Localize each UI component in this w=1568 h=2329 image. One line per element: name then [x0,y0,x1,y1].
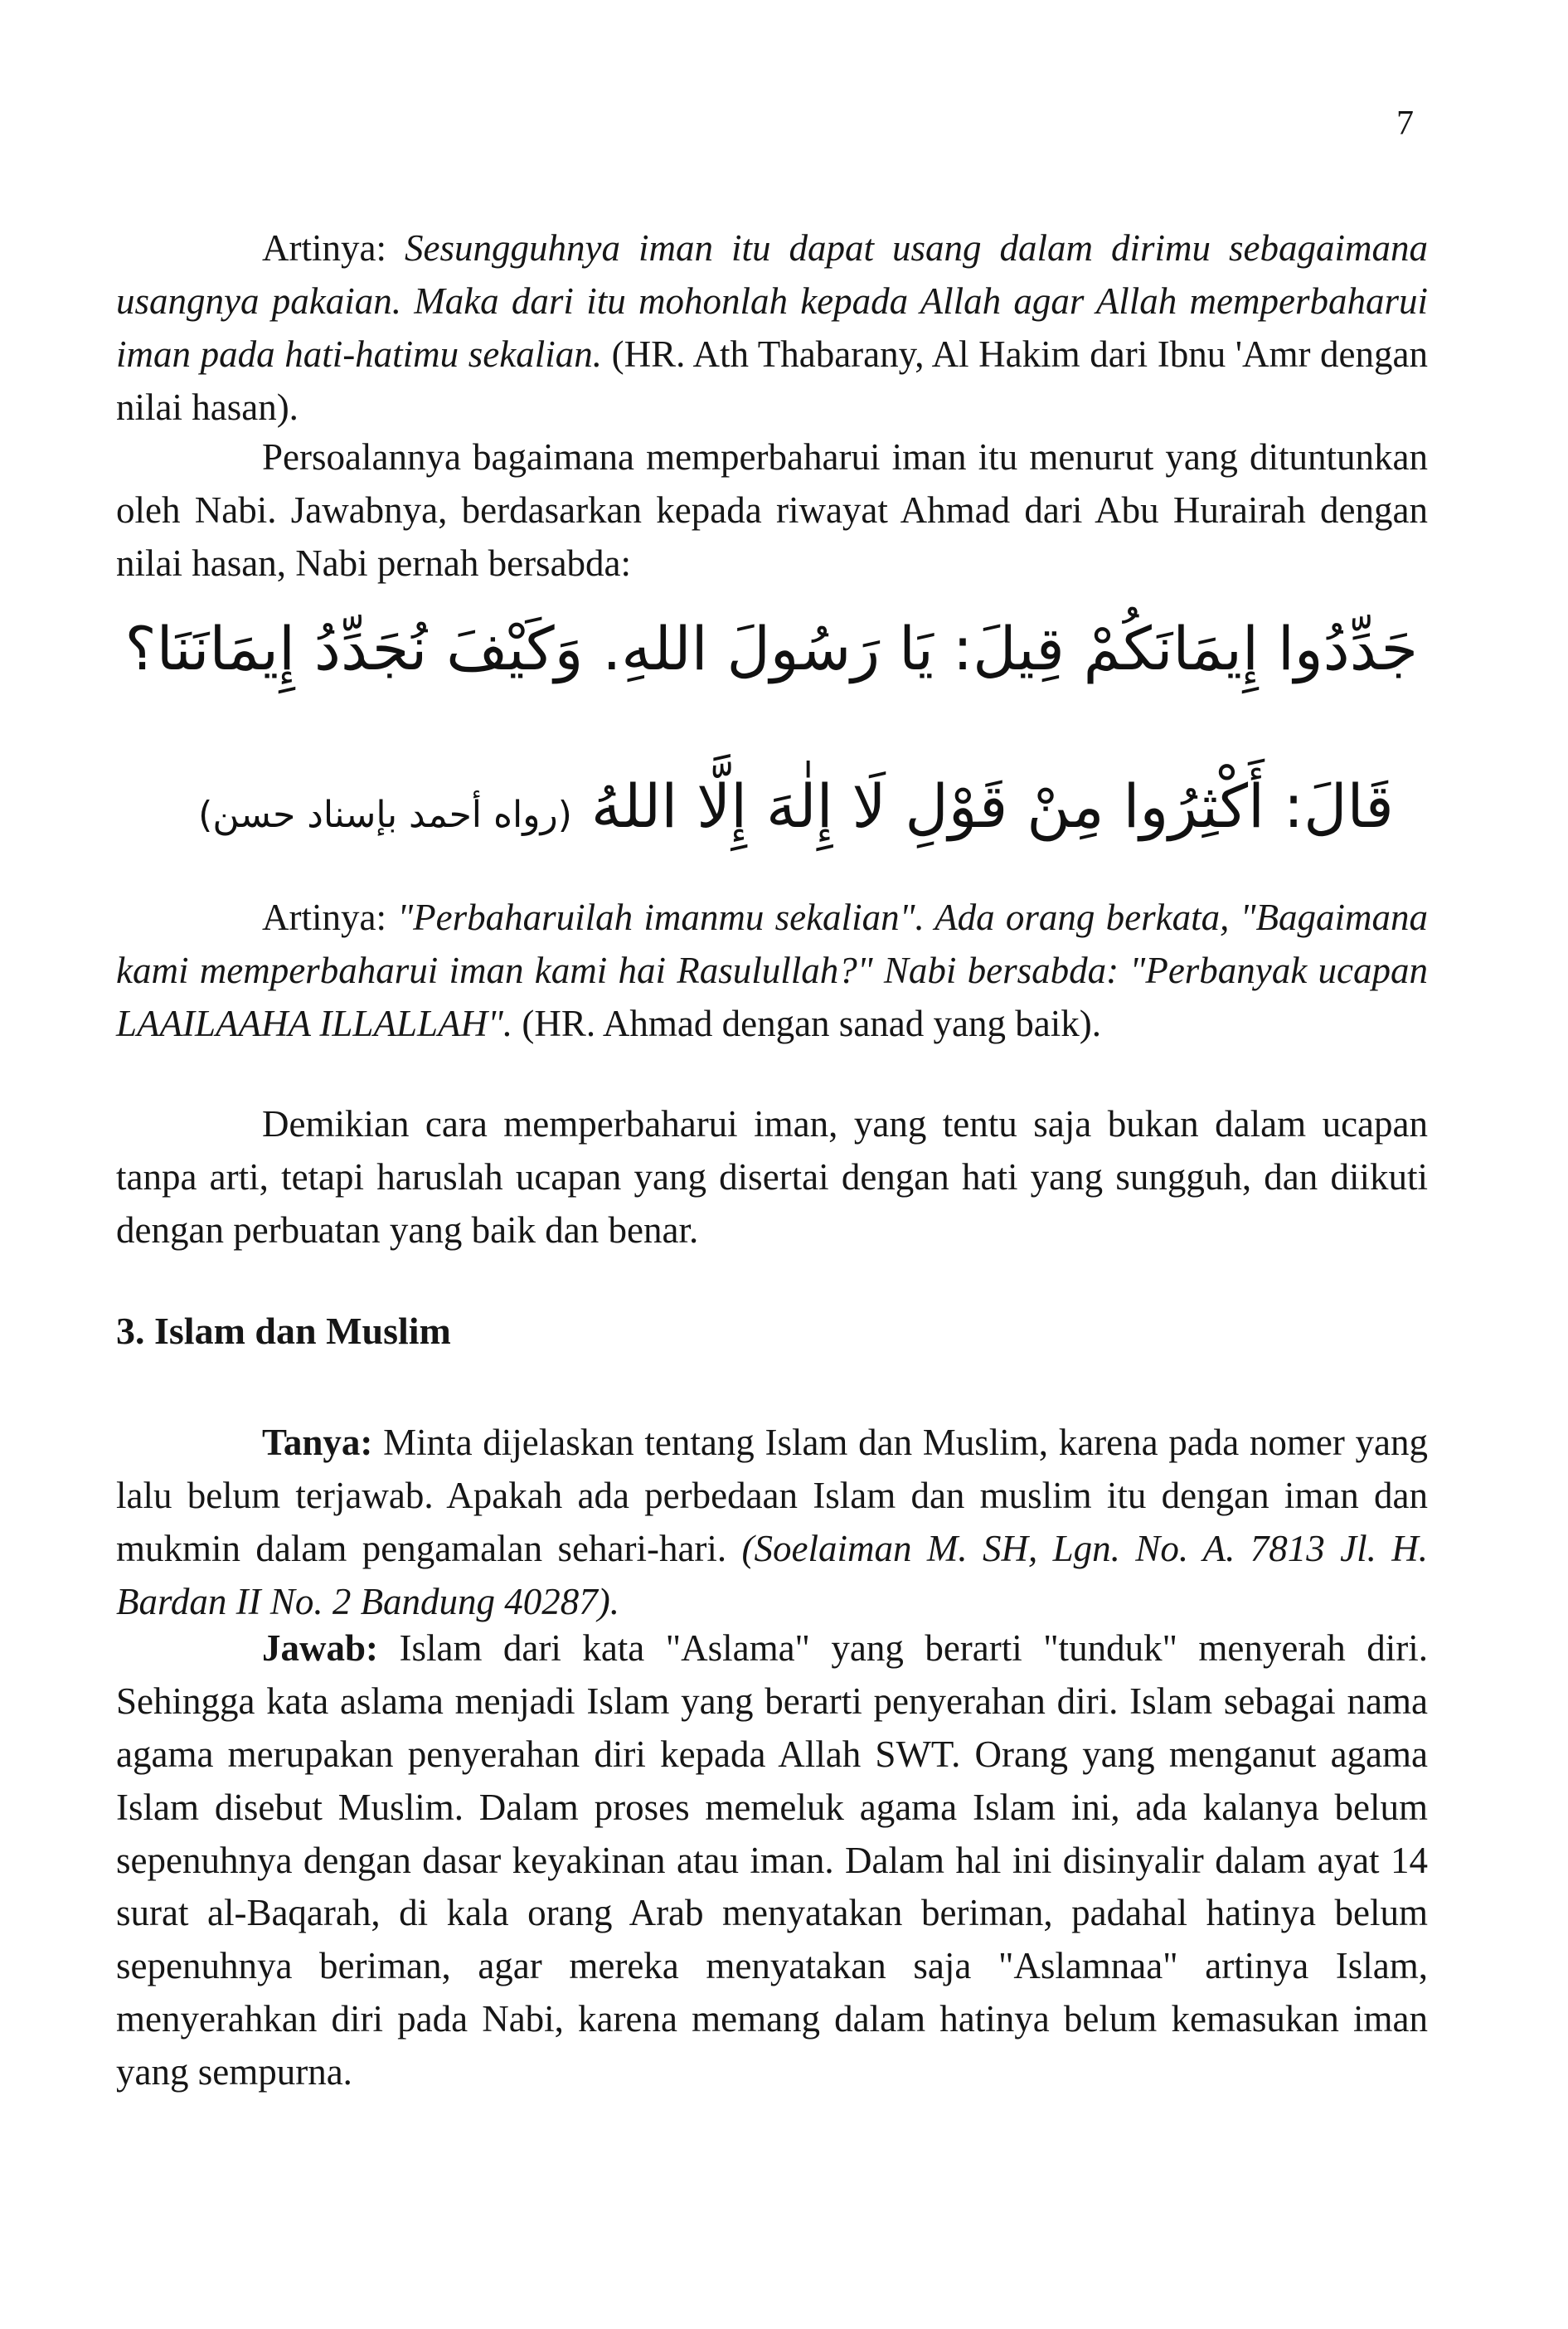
paragraph-conclusion [116,1098,1428,1257]
arabic-hadith-line-2 [182,771,1410,841]
arabic-hadith-text: قَالَ: أَكْثِرُوا مِنْ قَوْلِ لَا إِلٰهَ إِلَّا اللهُ [590,771,1394,841]
hadith-source: (HR. Ath Thabarany, Al Hakim dari Ibnu 'Amr dengan nilai hasan). [116,333,1428,428]
artinya-label: Artinya: [262,897,398,938]
arabic-hadith-source: (رواه أحمد بإسناد حسن) [198,794,572,836]
tanya-text: Minta dijelaskan tentang Islam dan Muslim, karena pada nomer yang lalu belum terjawab. Apakah ada perbedaan Islam dan muslim itu dengan iman dan mukmin dalam pengamalan sehari-hari. [116,1422,1428,1569]
paragraph-question [116,431,1428,591]
arabic-hadith-line-1: جَدِّدُوا إِيمَانَكُمْ قِيلَ: يَا رَسُولَ اللهِ. وَكَيْفَ نُجَدِّدُ إِيمَانَنَا؟ [124,614,1418,683]
hadith-source: (HR. Ahmad dengan sanad yang baik). [512,1002,1101,1044]
paragraph-hadith-translation-1 [116,222,1428,435]
jawab-label: Jawab: [262,1627,379,1669]
artinya-label: Artinya: [262,227,405,269]
paragraph-text: Demikian cara memperbaharui iman, yang tentu saja bukan dalam ucapan tanpa arti, tetapi haruslah ucapan yang disertai dengan hati yang sungguh, dan diikuti dengan perbuatan yang baik dan benar. [116,1103,1428,1251]
paragraph-hadith-translation-2 [116,892,1428,1051]
hadith-translation-italic: "Perbaharuilah imanmu sekalian". Ada orang berkata, "Bagaimana kami memperbaharui iman kami hai Rasulullah?" Nabi bersabda: "Perbanyak ucapan LAAILAAHA ILLALLAH". [116,897,1428,1044]
paragraph-text: Persoalannya bagaimana memperbaharui iman itu menurut yang dituntunkan oleh Nabi. Jawabnya, berdasarkan kepada riwayat Ahmad dari Abu Hurairah dengan nilai hasan, Nabi pernah bersabda: [116,436,1428,584]
tanya-sender: (Soelaiman M. SH, Lgn. No. A. 7813 Jl. H. Bardan II No. 2 Bandung 40287). [116,1527,1429,1622]
jawab-text: Islam dari kata "Aslama" yang berarti "tunduk" menyerah diri. Sehingga kata aslama menjadi Islam yang berarti penyerahan diri. Islam sebagai nama agama merupakan penyerahan diri kepada Allah SWT. Orang yang menganut agama Islam disebut Muslim. Dalam proses memeluk agama Islam ini, ada kalanya belum sepenuhnya dengan dasar keyakinan atau iman. Dalam hal ini disinyalir dalam ayat 14 surat al-Baqarah, di kala orang Arab menyatakan beriman, padahal hatinya belum sepenuhnya beriman, agar mereka menyatakan saja "Aslamnaa" artinya Islam, menyerahkan diri pada Nabi, karena memang dalam hatinya belum kemasukan iman yang sempurna. [116,1627,1428,2093]
tanya-label: Tanya: [262,1422,373,1463]
hadith-translation-italic: Sesungguhnya iman itu dapat usang dalam dirimu sebagaimana usangnya pakaian. Maka dari itu mohonlah kepada Allah agar Allah memperbaharui iman pada hati-hatimu sekalian. [116,227,1429,375]
section-heading: 3. Islam dan Muslim [116,1310,451,1352]
page-number: 7 [1396,105,1414,143]
paragraph-jawab [116,1622,1428,2099]
paragraph-tanya [116,1417,1428,1629]
